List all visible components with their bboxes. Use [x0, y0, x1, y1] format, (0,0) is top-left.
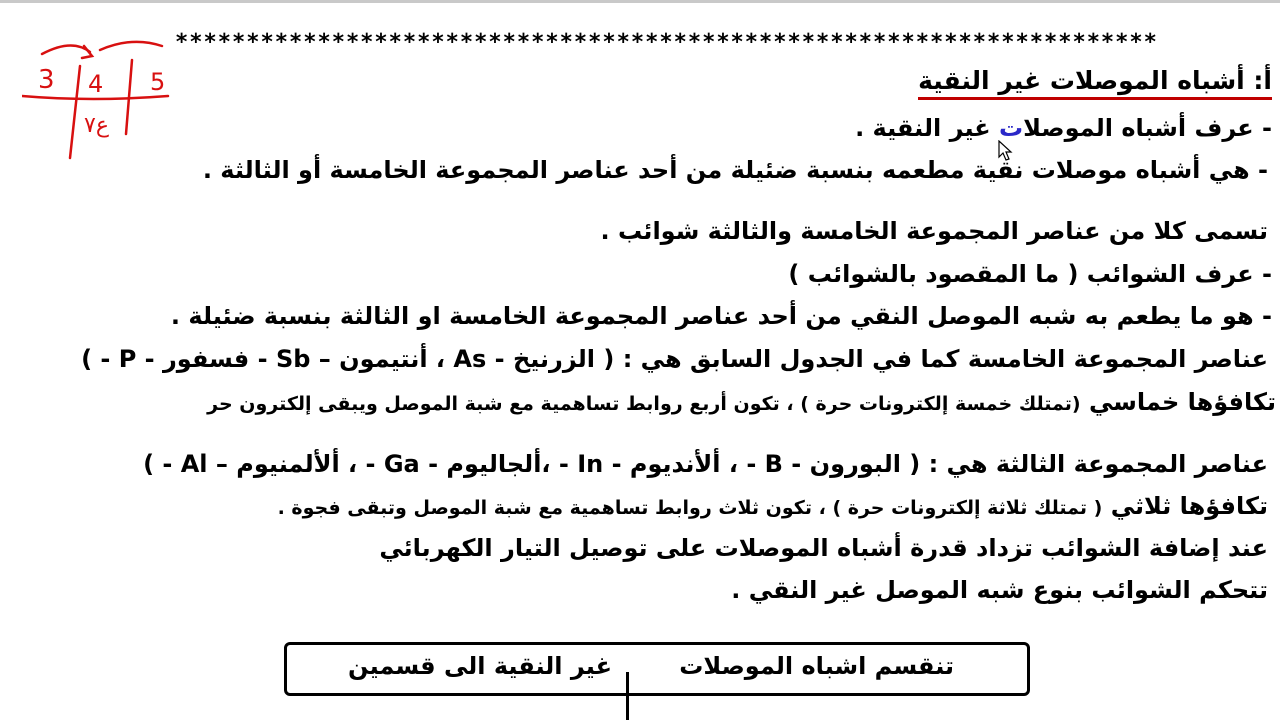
sketch-digit-middle: 4: [88, 70, 104, 98]
text-line-6: عناصر المجموعة الخامسة كما في الجدول السابق هي : ( الزرنيخ - As ، أنتيمون – Sb - فسفور - P - ): [81, 345, 1268, 373]
section-title: أ: أشباه الموصلات غير النقية: [918, 66, 1272, 100]
text-line-9: [278, 492, 1268, 520]
text-line-3: تسمى كلا من عناصر المجموعة الخامسة والثالثة شوائب .: [600, 217, 1268, 245]
text-line-10: عند إضافة الشوائب تزداد قدرة أشباه الموصلات على توصيل التيار الكهربائي: [379, 534, 1268, 562]
highlighted-letter: ت: [999, 114, 1024, 142]
text-line-11: تتحكم الشوائب بنوع شبه الموصل غير النقي .: [731, 576, 1268, 604]
text-line-4: - عرف الشوائب ( ما المقصود بالشوائب ): [788, 260, 1272, 288]
text-line-1-part-a: - عرف أشباه الموصلا: [1023, 114, 1272, 142]
text-line-7-part-a: تكافؤها خماسي: [1080, 388, 1276, 416]
handwritten-sketch: [22, 36, 182, 161]
text-line-7-part-b: (تمتلك خمسة إلكترونات حرة ) ، تكون أربع روابط تساهمية مع شبة الموصل ويبقى إلكترون حر: [207, 393, 1081, 415]
sketch-digit-right: 5: [150, 68, 166, 96]
text-line-1-part-b: غير النقية .: [855, 114, 1000, 142]
text-line-2: - هي أشباه موصلات نقية مطعمه بنسبة ضئيلة من أحد عناصر المجموعة الخامسة أو الثالثة .: [202, 156, 1268, 184]
box-text-left: غير النقية الى قسمين: [348, 652, 612, 680]
text-line-8: عناصر المجموعة الثالثة هي : ( البورون - B - ، ألأنديوم - In - ،ألجاليوم - Ga - ، ألألمنيوم – Al - ): [143, 450, 1268, 478]
top-border-line: [0, 0, 1280, 3]
text-line-7: [207, 388, 1276, 416]
text-line-9-part-a: تكافؤها ثلاثي: [1102, 492, 1268, 520]
box-divider-line: [626, 672, 629, 720]
text-line-9-part-b: ( تمتلك ثلاثة إلكترونات حرة ) ، تكون ثلاث روابط تساهمية مع شبة الموصل وتبقى فجوة .: [277, 497, 1103, 519]
sketch-bottom-mark: ع٧: [84, 113, 109, 138]
sketch-digit-left: 3: [38, 65, 55, 95]
text-line-5: - هو ما يطعم به شبه الموصل النقي من أحد عناصر المجموعة الخامسة او الثالثة بنسبة ضئيلة .: [170, 302, 1272, 330]
box-text-right: تنقسم اشباه الموصلات: [679, 652, 954, 680]
star-separator: *********************************************************************: [175, 30, 1158, 55]
text-line-1: [855, 114, 1272, 142]
